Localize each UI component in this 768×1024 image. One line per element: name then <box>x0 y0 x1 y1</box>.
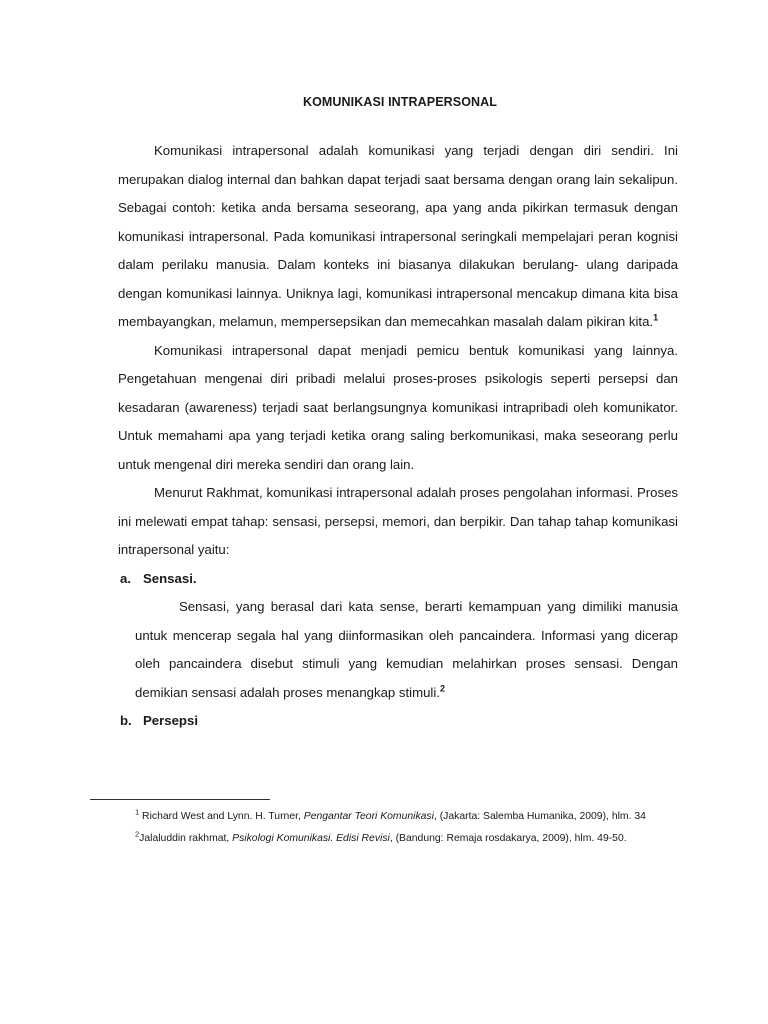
footnote-1 <box>90 806 665 828</box>
list-marker-b: b. <box>120 713 132 728</box>
footnote-1-number: 1 <box>135 807 140 817</box>
footnote-2 <box>90 828 665 850</box>
page-title: KOMUNIKASI INTRAPERSONAL <box>302 95 498 109</box>
footnotes <box>90 806 665 850</box>
list-item-a-label: Sensasi. <box>143 570 197 586</box>
paragraph-3: Menurut Rakhmat, komunikasi intrapersonal adalah proses pengolahan informasi. Proses ini melewati empat tahap: sensasi, persepsi, memori, dan berpikir. Dan tahap tahap komunikasi intrapersonal yaitu: <box>118 485 678 557</box>
footnote-1-title: Pengantar Teori Komunikasi <box>303 811 434 822</box>
footnote-1-post: , (Jakarta: Salemba Humanika, 2009), hlm. 34 <box>433 811 646 822</box>
paragraph-1-text: Komunikasi intrapersonal adalah komunikasi yang terjadi dengan diri sendiri. Ini merupakan dialog internal dan bahkan dapat terjadi saat bersama dengan orang lain sekalipun. Sebagai contoh: ketika anda bersama seseorang, apa yang anda pikirkan termasuk dengan komunikasi intrapersonal. Pada komunikasi intrapersonal seringkali mempelajari peran kognisi dalam perilaku manusia. Dalam konteks ini biasanya dilakukan berulang- ulang daripada dengan komunikasi lainnya. Uniknya lagi, komunikasi intrapersonal mencakup dimana kita bisa membayangkan, melamun, mempersepsikan dan memecahkan masalah dalam pikiran kita. <box>118 143 678 329</box>
list-item-a-heading <box>118 565 678 594</box>
list-marker-a: a. <box>120 570 131 586</box>
document-body <box>118 137 678 736</box>
list-item-a-text <box>135 593 678 707</box>
list-item-a-body: Sensasi, yang berasal dari kata sense, berarti kemampuan yang dimiliki manusia untuk mencerap segala hal yang diinformasikan oleh pancaindera. Informasi yang dicerap oleh pancaindera disebut stimuli yang kemudian melahirkan proses sensasi. Dengan demikian sensasi adalah proses menangkap stimuli. <box>135 599 678 700</box>
footnote-2-post: , (Bandung: Remaja rosdakarya, 2009), hlm. 49-50. <box>389 833 627 844</box>
footnote-1-pre: Richard West and Lynn. H. Turner, <box>139 811 304 822</box>
list-item-b-heading <box>118 707 678 736</box>
footnote-ref-1: 1 <box>653 312 659 323</box>
footnote-2-number: 2 <box>135 829 140 839</box>
paragraph-2: Komunikasi intrapersonal dapat menjadi pemicu bentuk komunikasi yang lainnya. Pengetahuan mengenai diri pribadi melalui proses-proses psikologis seperti persepsi dan kesadaran (awareness) terjadi saat berlangsungnya komunikasi intrapribadi oleh komunikator. Untuk memahami apa yang terjadi ketika orang saling berkomunikasi, maka seseorang perlu untuk mengenal diri mereka sendiri dan orang lain. <box>118 342 678 472</box>
footnote-2-pre: Jalaluddin rakhmat, <box>139 833 233 844</box>
footnote-ref-2: 2 <box>439 683 445 694</box>
footnote-2-title: Psikologi Komunikasi. Edisi Revisi <box>232 833 390 844</box>
list-item-b-label: Persepsi <box>143 713 198 728</box>
paragraph-1 <box>118 137 678 337</box>
footnote-divider <box>90 799 270 800</box>
